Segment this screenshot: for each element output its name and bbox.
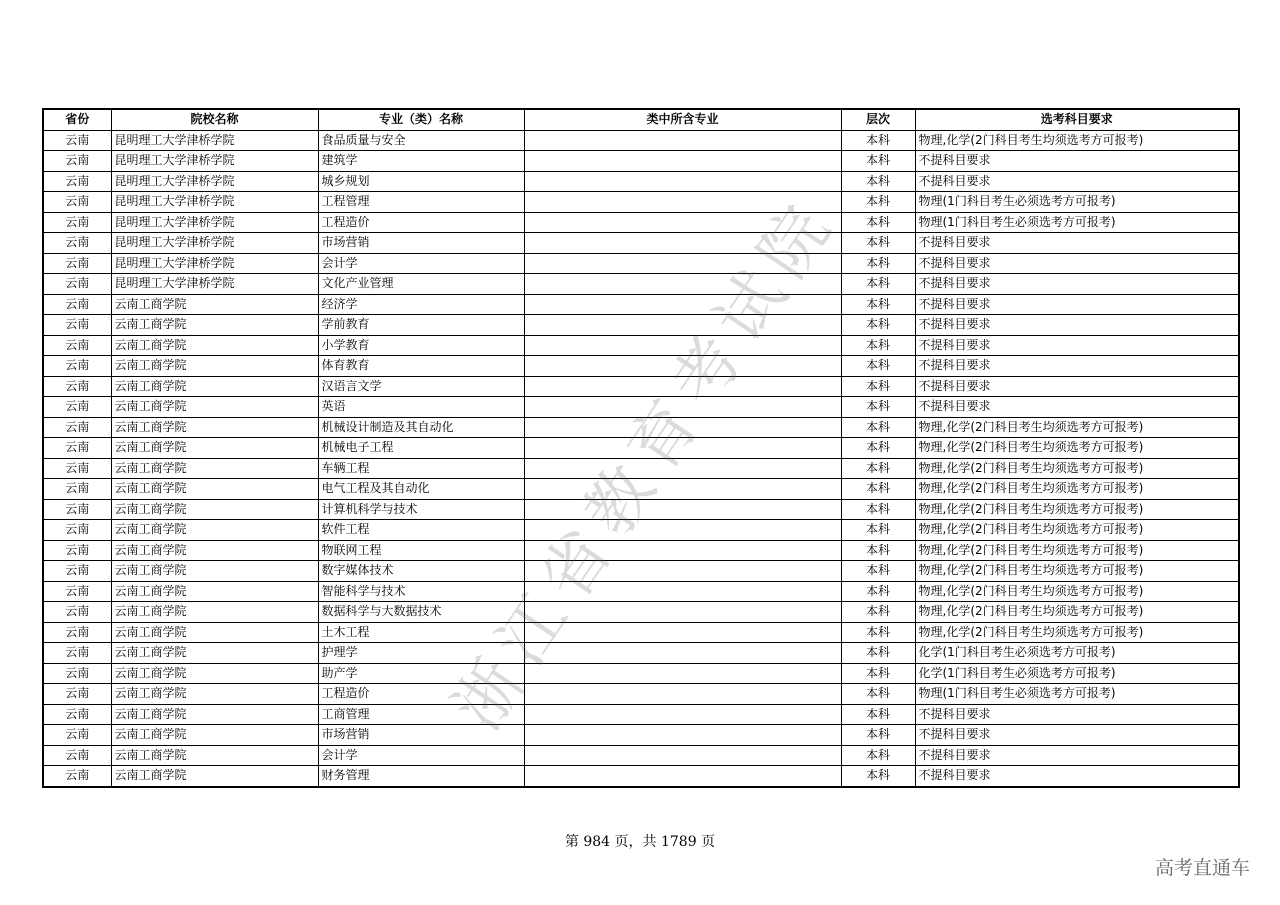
table-row [43,315,1239,336]
cell-level: 本科 [841,745,915,766]
cell-included-majors [524,540,841,561]
cell-major: 工程造价 [318,684,524,705]
cell-included-majors [524,294,841,315]
cell-level: 本科 [841,581,915,602]
cell-subject-requirement: 物理,化学(2门科目考生均须选考方可报考) [915,581,1239,602]
cell-included-majors [524,581,841,602]
cell-major: 智能科学与技术 [318,581,524,602]
cell-province: 云南 [43,171,111,192]
cell-level: 本科 [841,335,915,356]
cell-institution: 云南工商学院 [111,684,318,705]
cell-major: 土木工程 [318,622,524,643]
cell-subject-requirement: 物理,化学(2门科目考生均须选考方可报考) [915,438,1239,459]
cell-major: 食品质量与安全 [318,130,524,151]
cell-province: 云南 [43,725,111,746]
table-row [43,602,1239,623]
cell-major: 市场营销 [318,233,524,254]
cell-major: 市场营销 [318,725,524,746]
page-number: 第 984 页，共 1789 页 [564,834,716,850]
cell-included-majors [524,376,841,397]
cell-province: 云南 [43,458,111,479]
cell-institution: 云南工商学院 [111,376,318,397]
header-level: 层次 [841,109,915,130]
table-row [43,397,1239,418]
table-row [43,192,1239,213]
table-row [43,520,1239,541]
cell-major: 电气工程及其自动化 [318,479,524,500]
cell-subject-requirement: 不提科目要求 [915,233,1239,254]
cell-institution: 云南工商学院 [111,479,318,500]
cell-institution: 昆明理工大学津桥学院 [111,233,318,254]
cell-institution: 云南工商学院 [111,663,318,684]
cell-included-majors [524,397,841,418]
cell-included-majors [524,274,841,295]
cell-institution: 云南工商学院 [111,520,318,541]
cell-level: 本科 [841,376,915,397]
cell-level: 本科 [841,192,915,213]
cell-province: 云南 [43,479,111,500]
cell-province: 云南 [43,376,111,397]
cell-institution: 云南工商学院 [111,745,318,766]
cell-level: 本科 [841,663,915,684]
table-row [43,438,1239,459]
cell-subject-requirement: 物理(1门科目考生必须选考方可报考) [915,212,1239,233]
cell-province: 云南 [43,212,111,233]
cell-institution: 云南工商学院 [111,356,318,377]
cell-province: 云南 [43,417,111,438]
header-major: 专业（类）名称 [318,109,524,130]
cell-included-majors [524,212,841,233]
table-row [43,294,1239,315]
table-row [43,335,1239,356]
cell-subject-requirement: 不提科目要求 [915,376,1239,397]
header-row [43,109,1239,130]
cell-province: 云南 [43,233,111,254]
table-row [43,274,1239,295]
cell-province: 云南 [43,684,111,705]
cell-major: 财务管理 [318,766,524,787]
cell-included-majors [524,499,841,520]
cell-included-majors [524,602,841,623]
cell-subject-requirement: 物理(1门科目考生必须选考方可报考) [915,192,1239,213]
cell-province: 云南 [43,643,111,664]
cell-level: 本科 [841,520,915,541]
cell-province: 云南 [43,520,111,541]
cell-subject-requirement: 物理,化学(2门科目考生均须选考方可报考) [915,458,1239,479]
cell-province: 云南 [43,151,111,172]
cell-institution: 云南工商学院 [111,438,318,459]
cell-subject-requirement: 不提科目要求 [915,397,1239,418]
cell-level: 本科 [841,643,915,664]
table-header [43,109,1239,130]
cell-subject-requirement: 不提科目要求 [915,294,1239,315]
cell-institution: 云南工商学院 [111,458,318,479]
cell-major: 计算机科学与技术 [318,499,524,520]
cell-institution: 云南工商学院 [111,417,318,438]
cell-level: 本科 [841,417,915,438]
cell-subject-requirement: 物理,化学(2门科目考生均须选考方可报考) [915,520,1239,541]
cell-level: 本科 [841,479,915,500]
cell-subject-requirement: 物理,化学(2门科目考生均须选考方可报考) [915,499,1239,520]
table-row [43,499,1239,520]
cell-province: 云南 [43,622,111,643]
cell-included-majors [524,622,841,643]
table-row [43,745,1239,766]
cell-subject-requirement: 化学(1门科目考生必须选考方可报考) [915,643,1239,664]
cell-institution: 云南工商学院 [111,561,318,582]
cell-subject-requirement: 不提科目要求 [915,766,1239,787]
cell-major: 文化产业管理 [318,274,524,295]
cell-major: 小学教育 [318,335,524,356]
cell-subject-requirement: 物理,化学(2门科目考生均须选考方可报考) [915,130,1239,151]
cell-included-majors [524,315,841,336]
cell-major: 助产学 [318,663,524,684]
cell-included-majors [524,335,841,356]
table-row [43,766,1239,787]
cell-included-majors [524,684,841,705]
cell-major: 机械设计制造及其自动化 [318,417,524,438]
cell-institution: 云南工商学院 [111,643,318,664]
cell-major: 会计学 [318,745,524,766]
cell-province: 云南 [43,253,111,274]
table-row [43,151,1239,172]
cell-level: 本科 [841,274,915,295]
cell-included-majors [524,130,841,151]
cell-included-majors [524,745,841,766]
header-province: 省份 [43,109,111,130]
cell-province: 云南 [43,540,111,561]
table-row [43,684,1239,705]
cell-level: 本科 [841,766,915,787]
cell-province: 云南 [43,704,111,725]
table-row [43,212,1239,233]
cell-level: 本科 [841,540,915,561]
cell-institution: 昆明理工大学津桥学院 [111,130,318,151]
cell-subject-requirement: 不提科目要求 [915,274,1239,295]
cell-institution: 云南工商学院 [111,766,318,787]
cell-institution: 昆明理工大学津桥学院 [111,171,318,192]
table-row [43,253,1239,274]
cell-major: 城乡规划 [318,171,524,192]
cell-major: 英语 [318,397,524,418]
cell-included-majors [524,438,841,459]
cell-level: 本科 [841,438,915,459]
cell-subject-requirement: 物理,化学(2门科目考生均须选考方可报考) [915,540,1239,561]
cell-institution: 云南工商学院 [111,602,318,623]
cell-level: 本科 [841,704,915,725]
cell-level: 本科 [841,212,915,233]
table-row [43,479,1239,500]
cell-included-majors [524,417,841,438]
cell-province: 云南 [43,335,111,356]
table-row [43,376,1239,397]
cell-level: 本科 [841,253,915,274]
table-row [43,130,1239,151]
cell-major: 学前教育 [318,315,524,336]
cell-included-majors [524,643,841,664]
cell-institution: 云南工商学院 [111,622,318,643]
cell-major: 护理学 [318,643,524,664]
cell-level: 本科 [841,130,915,151]
cell-province: 云南 [43,294,111,315]
table-body [43,130,1239,787]
cell-institution: 云南工商学院 [111,315,318,336]
cell-major: 软件工程 [318,520,524,541]
cell-major: 数据科学与大数据技术 [318,602,524,623]
cell-province: 云南 [43,602,111,623]
cell-subject-requirement: 化学(1门科目考生必须选考方可报考) [915,663,1239,684]
cell-major: 经济学 [318,294,524,315]
cell-province: 云南 [43,663,111,684]
cell-included-majors [524,192,841,213]
header-subject-requirement: 选考科目要求 [915,109,1239,130]
table-row [43,643,1239,664]
cell-included-majors [524,458,841,479]
cell-institution: 云南工商学院 [111,294,318,315]
cell-subject-requirement: 不提科目要求 [915,704,1239,725]
cell-subject-requirement: 物理,化学(2门科目考生均须选考方可报考) [915,479,1239,500]
cell-institution: 云南工商学院 [111,540,318,561]
cell-institution: 云南工商学院 [111,581,318,602]
cell-subject-requirement: 物理,化学(2门科目考生均须选考方可报考) [915,602,1239,623]
cell-province: 云南 [43,315,111,336]
cell-subject-requirement: 不提科目要求 [915,315,1239,336]
cell-included-majors [524,253,841,274]
cell-institution: 昆明理工大学津桥学院 [111,151,318,172]
cell-major: 车辆工程 [318,458,524,479]
watermark: 浙江省教育考试院 [438,183,852,744]
cell-subject-requirement: 不提科目要求 [915,253,1239,274]
cell-subject-requirement: 物理(1门科目考生必须选考方可报考) [915,684,1239,705]
cell-subject-requirement: 物理,化学(2门科目考生均须选考方可报考) [915,417,1239,438]
cell-included-majors [524,171,841,192]
cell-level: 本科 [841,684,915,705]
table-row [43,458,1239,479]
cell-included-majors [524,725,841,746]
cell-province: 云南 [43,192,111,213]
cell-institution: 云南工商学院 [111,499,318,520]
cell-institution: 昆明理工大学津桥学院 [111,192,318,213]
cell-province: 云南 [43,561,111,582]
cell-included-majors [524,233,841,254]
cell-province: 云南 [43,499,111,520]
cell-level: 本科 [841,458,915,479]
cell-major: 工程管理 [318,192,524,213]
cell-subject-requirement: 不提科目要求 [915,171,1239,192]
cell-subject-requirement: 物理,化学(2门科目考生均须选考方可报考) [915,622,1239,643]
cell-institution: 云南工商学院 [111,335,318,356]
table-row [43,356,1239,377]
cell-province: 云南 [43,274,111,295]
cell-level: 本科 [841,622,915,643]
cell-institution: 昆明理工大学津桥学院 [111,253,318,274]
admission-requirements-table [42,108,1240,788]
cell-included-majors [524,766,841,787]
cell-subject-requirement: 不提科目要求 [915,335,1239,356]
cell-major: 工商管理 [318,704,524,725]
cell-institution: 云南工商学院 [111,725,318,746]
cell-subject-requirement: 不提科目要求 [915,725,1239,746]
cell-province: 云南 [43,397,111,418]
cell-subject-requirement: 不提科目要求 [915,745,1239,766]
cell-included-majors [524,479,841,500]
cell-included-majors [524,356,841,377]
cell-level: 本科 [841,171,915,192]
cell-major: 体育教育 [318,356,524,377]
cell-level: 本科 [841,499,915,520]
cell-major: 汉语言文学 [318,376,524,397]
cell-major: 工程造价 [318,212,524,233]
cell-included-majors [524,520,841,541]
cell-level: 本科 [841,602,915,623]
table-row [43,540,1239,561]
table-row [43,725,1239,746]
brand-logo-text: 高考直通车 [1154,857,1250,879]
cell-subject-requirement: 物理,化学(2门科目考生均须选考方可报考) [915,561,1239,582]
cell-major: 建筑学 [318,151,524,172]
cell-province: 云南 [43,356,111,377]
cell-level: 本科 [841,725,915,746]
table-row [43,622,1239,643]
cell-level: 本科 [841,151,915,172]
table-row [43,171,1239,192]
cell-institution: 昆明理工大学津桥学院 [111,212,318,233]
cell-included-majors [524,561,841,582]
table-row [43,704,1239,725]
cell-major: 机械电子工程 [318,438,524,459]
cell-level: 本科 [841,315,915,336]
cell-province: 云南 [43,745,111,766]
table-row [43,233,1239,254]
table-row [43,561,1239,582]
cell-level: 本科 [841,397,915,418]
cell-major: 会计学 [318,253,524,274]
table-row [43,417,1239,438]
cell-institution: 云南工商学院 [111,397,318,418]
cell-level: 本科 [841,561,915,582]
cell-institution: 昆明理工大学津桥学院 [111,274,318,295]
cell-major: 物联网工程 [318,540,524,561]
cell-institution: 云南工商学院 [111,704,318,725]
table-row [43,581,1239,602]
cell-province: 云南 [43,438,111,459]
cell-province: 云南 [43,130,111,151]
cell-level: 本科 [841,294,915,315]
header-institution: 院校名称 [111,109,318,130]
cell-included-majors [524,663,841,684]
cell-province: 云南 [43,766,111,787]
cell-major: 数字媒体技术 [318,561,524,582]
table-row [43,663,1239,684]
cell-subject-requirement: 不提科目要求 [915,151,1239,172]
header-included-majors: 类中所含专业 [524,109,841,130]
cell-province: 云南 [43,581,111,602]
cell-included-majors [524,704,841,725]
cell-level: 本科 [841,356,915,377]
cell-included-majors [524,151,841,172]
cell-level: 本科 [841,233,915,254]
cell-subject-requirement: 不提科目要求 [915,356,1239,377]
